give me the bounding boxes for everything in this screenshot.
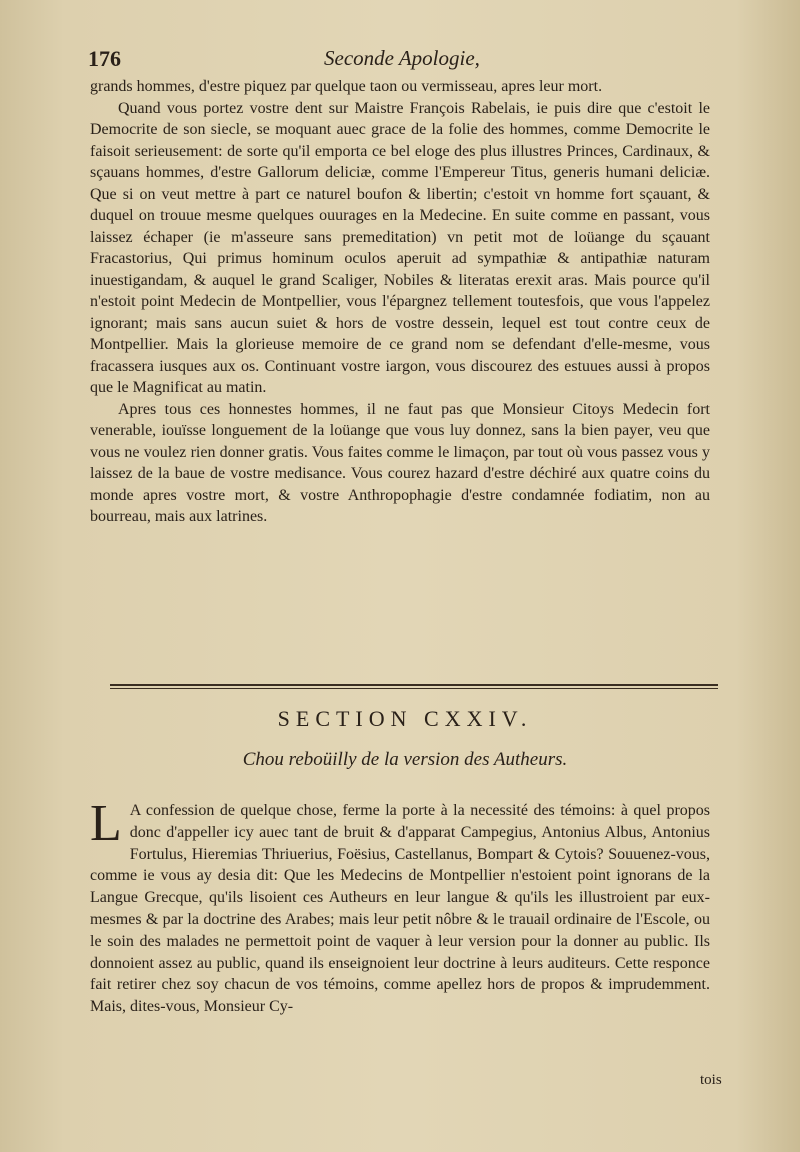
section-divider [110, 684, 718, 689]
divider-rule-thick [110, 684, 718, 686]
section-heading: SECTION CXXIV. [277, 706, 533, 731]
main-text [90, 76, 710, 528]
running-title: Seconde Apologie, [324, 46, 480, 70]
page-number: 176 [88, 46, 121, 71]
page-header [88, 46, 718, 74]
drop-capital: L [90, 795, 122, 852]
divider-rule-thin [110, 688, 718, 689]
paragraph-citoys: Apres tous ces honnestes hommes, il ne faut pas que Monsieur Citoys Medecin fort venerable, iouïsse longuement de la loüange que vous luy donnez, sans la bien payer, veu que vous ne voulez rien donner gratis. Vous faites comme le limaçon, par tout où vous passez vous y laissez de la baue de vostre medisance. Vous courez hazard d'estre déchiré aux quatre coins du monde apres vostre mort, & vostre Anthropophagie d'estre condamnée fodiatim, non au bourreau, mais aux latrines. [90, 400, 710, 525]
section-subtitle: Chou reboüilly de la version des Autheurs. [242, 749, 568, 770]
catchword: tois [700, 1072, 722, 1088]
section-text [90, 795, 710, 1018]
continued-paragraph: grands hommes, d'estre piquez par quelque taon ou vermisseau, apres leur mort. [90, 78, 603, 95]
section-paragraph [90, 795, 710, 1018]
section-paragraph-text: A confession de quelque chose, ferme la porte à la necessité des témoins: à quel propos donc d'appeller icy auec tant de bruit & d'apparat Campegius, Antonius Albus, Antonius Fortulus, Hieremias Thriuerius, Foësius, Castellanus, Bompart & Cytois? Souuenez-vous, comme ie vous ay desia dit: Que les Medecins de Montpellier n'estoient point ignorans de la Langue Grecque, qu'ils lisoient ces Autheurs en leur langue & qu'ils les illustroient par eux-mesmes & par la doctrine des Arabes; mais leur petit nôbre & le trauail ordinaire de l'Escole, ou le soin des malades ne permettoit point de vaquer à leur version pour la donner au public. Ils donnoient assez au public, quand ils enseignoient leur doctrine à leurs auditeurs. Cette responce fait retirer chez soy chacun de vos témoins, comme apellez hors de propos & imprudemment. Mais, dites-vous, Monsieur Cy- [90, 802, 710, 1016]
paragraph-rabelais: Quand vous portez vostre dent sur Maistre François Rabelais, ie puis dire que c'estoit le Democrite de son siecle, se moquant auec grace de la folie des hommes, comme Democrite le faisoit serieusement: de sorte qu'il emporta ce bel eloge des plus illustres Princes, Cardinaux, & sçauans hommes, d'estre Gallorum deliciæ, comme l'Empereur Titus, generis humani deliciæ. Que si on veut mettre à part ce naturel boufon & libertin; c'estoit vn homme fort sçauant, & duquel on trouue mesme quelques ouurages en la Medecine. En suite comme en passant, vous laissez échaper (ie m'asseure sans premeditation) vn petit mot de loüange du sçauant Fracastorius, Qui primus hominum oculos aperuit ad sympathiæ & antipathiæ naturam inuestigandam, & auquel le grand Scaliger, Nobiles & literatas erexit aras. Mais pource qu'il n'estoit point Medecin de Montpellier, vous l'épargnez tellement toutesfois, que vous l'appelez ignorant; mais sans aucun suiet & hors de vostre dessein, lequel est tout contre ceux de Montpellier. Mais la glorieuse memoire de ce grand nom se defendant d'elle-mesme, vous fracassera iusques aux os. Continuant vostre iargon, vous discourez des estuues aussi à propos que le Magnificat au matin. [90, 99, 710, 396]
